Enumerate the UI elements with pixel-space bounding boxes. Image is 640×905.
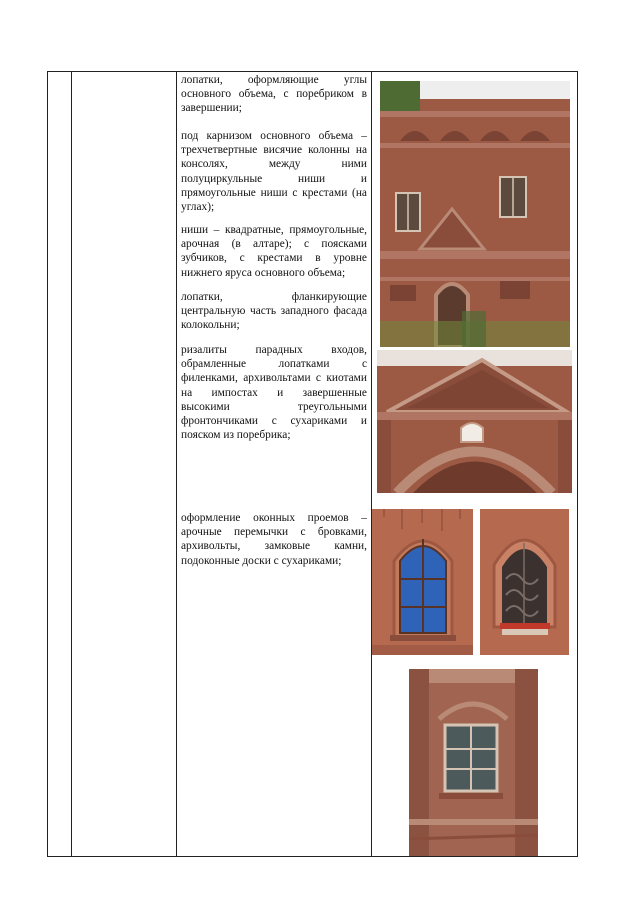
window-blue-frame-photo	[372, 509, 473, 655]
facade-photo	[380, 81, 570, 347]
table-left-border	[47, 71, 48, 857]
element-description-window-openings: оформление оконных проемов – арочные перемычки с бровками, архивольты, замковые камни, подоконные доски с сухариками;	[181, 512, 367, 567]
window-brick-wall-photo	[409, 669, 538, 856]
entrance-risalit-photo	[377, 350, 572, 493]
table-top-border	[47, 71, 578, 72]
element-description-pilasters-corners: лопатки, оформляющие углы основного объема, с поребриком в завершении;	[181, 74, 367, 115]
table-column-divider-3	[371, 71, 372, 857]
tree-foliage	[380, 81, 420, 111]
table-bottom-border	[47, 856, 578, 857]
element-description-entrance-risalits: ризалиты парадных входов, обрамленные лопатками с филенками, архивольтами с киотами на импостах и завершенные высокими треугольными фронтончиками с сухариками и пояском из поребрика;	[181, 344, 367, 442]
window-grille-photo	[480, 509, 569, 655]
table-column-divider-2	[176, 71, 177, 857]
table-right-border	[577, 71, 578, 857]
element-description-pilasters-bell-tower: лопатки, фланкирующие центральную часть западного фасада колокольни;	[181, 291, 367, 332]
element-description-niches: ниши – квадратные, прямоугольные, арочная (в алтаре); с поясками зубчиков, с крестами в уровне нижнего яруса основного объема;	[181, 224, 367, 279]
element-description-columns-niches: под карнизом основного объема – трехчетвертные висячие колонны на консолях, между ними полуциркульные ниши и прямоугольные ниши с крестами (на углах);	[181, 130, 367, 214]
table-column-divider-1	[71, 71, 72, 857]
